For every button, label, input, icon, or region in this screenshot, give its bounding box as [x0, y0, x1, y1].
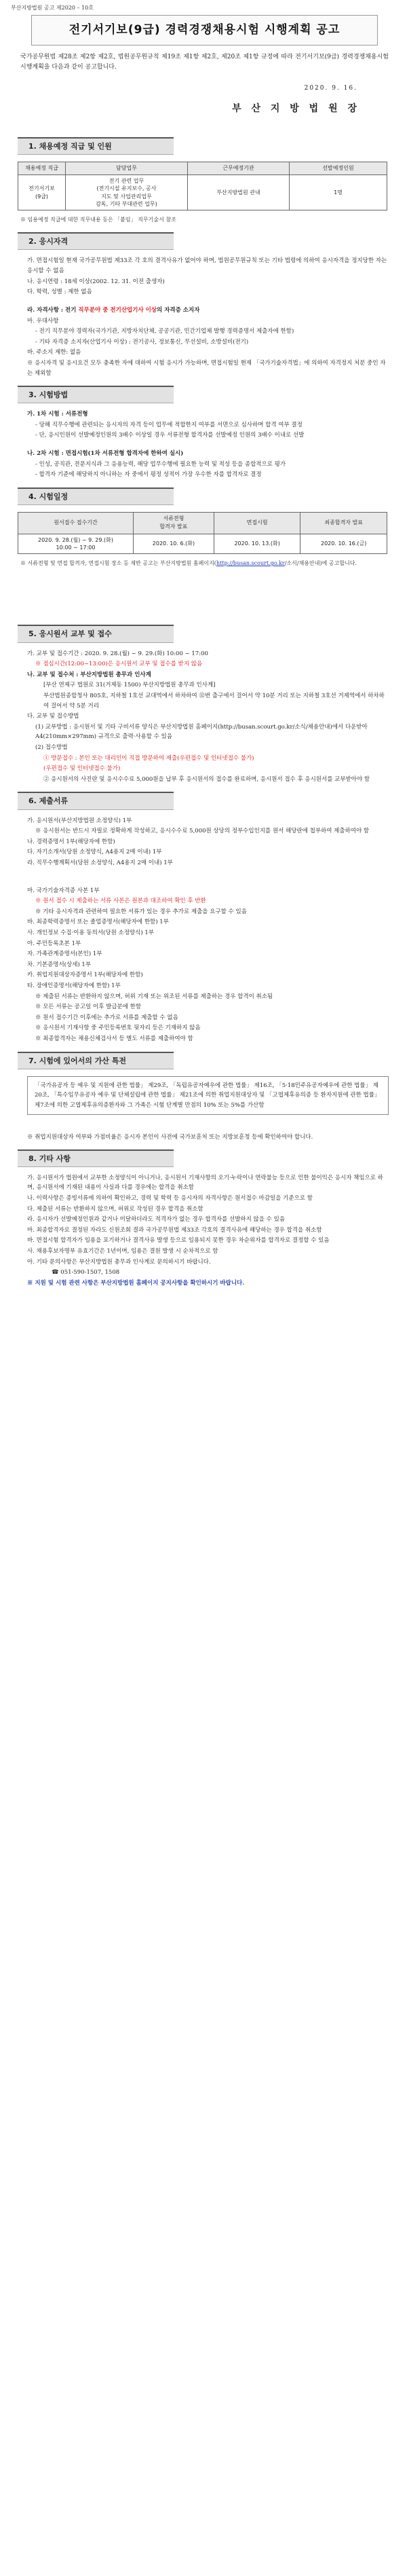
application-directions: 부산법원종합청사 805호, 지하철 1호선 교대역에서 하차하여 ⑫번 출구에서 걸어서 약 10분 거리 또는 지하철 3호선 거제역에서 하차하여 걸어서 약 5분 거리 [43, 692, 385, 710]
document-line: ※ 응시원서 기재사항 중 주민등록번호 뒷자리 등은 기재하지 않음 [35, 1025, 201, 1032]
table-cell: 1명 [290, 175, 387, 210]
section-heading-documents: 6. 제출서류 [18, 792, 174, 809]
lunch-notice: ※ 점심시간(12:00~13:00)은 응시원서 교부 및 접수를 받지 않음 [35, 661, 203, 668]
document-line: 바. 최종학력증명서 또는 졸업증명서(해당자에 한함) 1부 [27, 919, 169, 926]
document-line: 라. 직무수행계획서(당원 소정양식, A4용지 2매 이내) 1부 [27, 859, 173, 866]
recruitment-table [18, 162, 387, 210]
table-header: 원서접수 접수기간 [18, 512, 134, 534]
address-restriction: 바. 주소지 제한: 없음 [27, 349, 81, 356]
application-place: 나. 교부 및 접수처 : 부산지방법원 총무과 인사계 [27, 671, 151, 678]
section-note: ※ 임용예정 직급에 대한 직무내용 등은 「붙임」 직무기술서 참조 [20, 217, 176, 223]
section-heading-eligibility: 2. 응시자격 [18, 232, 174, 250]
section-heading-other: 8. 기타 사항 [18, 1149, 174, 1167]
title-box [31, 15, 378, 45]
other-line: 아. 기타 문의사항은 부산지방법원 총무과 인사계로 문의하시기 바랍니다. [27, 1258, 211, 1266]
license-red: 직무분야 중 전기산업기사 이상 [78, 306, 157, 314]
application-method: (2) 접수방법 [35, 744, 68, 752]
preference-title: 마. 우대사항 [27, 317, 59, 325]
application-method: (1) 교부방법 : 응시원서 및 기타 구비서류 양식은 부산지방법원 홈페이지(http://busan.scourt.go.kr/소식/채용안내)에서 다운받아 A4(210mm×297mm) 규격으로 출력·사용할 수 있음 [35, 723, 368, 741]
document-line: 사. 개인정보 수집·이용 동의서(당원 소정양식) 1부 [27, 929, 154, 936]
application-period: 가. 교부 및 접수기간 : 2020. 9. 28.(월) ~ 9. 29.(화) 10:00 ~ 17:00 [27, 650, 208, 657]
document-line: 나. 경력증명서 1부(해당자에 한함) [27, 838, 115, 845]
other-line: 마. 최종합격자로 결정된 자라도 신원조회 결과 국가공무원법 제33조 각호의 결격사유에 해당하는 경우 합격을 취소함 [27, 1226, 322, 1234]
license-prefix: 라. 자격사항 : 전기 [27, 306, 79, 314]
table-cell: 2020. 9. 28.(월) ~ 9. 29.(화) 10:00 ~ 17:00 [18, 534, 134, 553]
fee-notice: ② 응시원서의 사진란 및 응시수수료 5,000원을 납부 후 응시원서의 접수를 완료하며, 응시원서 접수 후 응시원서를 교부받아야 함 [43, 775, 370, 783]
license-suffix: 의 자격증 소지자 [157, 306, 200, 314]
document-line: ※ 모든 서류는 공고일 이후 발급분에 한함 [35, 1004, 142, 1011]
table-cell: 부산지방법원 관내 [188, 175, 290, 210]
notice-date: 2020. 9. 16. [304, 85, 357, 92]
method-line: - 인성, 공직관, 전문지식과 그 응용능력, 해당 업무수행에 필요한 능력 및 적성 등을 종합적으로 평가 [35, 460, 286, 468]
table-row [18, 175, 387, 210]
method-line: - 당해 직무수행에 관련되는 응시자의 자격 등이 업무에 적합한지 여부를 서면으로 심사하며 합격 여부 결정 [35, 421, 303, 428]
notice-number: 부산지방법원 공고 제2020 – 10호 [11, 5, 94, 11]
document-line: ※ 응시원서는 반드시 자필로 정확하게 작성하고, 응시수수료 5,000원 상당의 정부수입인지를 원서 해당란에 첩부하여 제출하여야 함 [35, 828, 370, 835]
no-mail-notice: (우편접수 및 인터넷접수 불가) [43, 765, 121, 773]
license-requirement [27, 306, 389, 316]
other-line: 나. 이력사항은 증빙서류에 의하여 확인하고, 경력 및 학력 등 응시자의 자격사항은 원서접수 마감일을 기준으로 함 [27, 1194, 313, 1202]
application-address: [부산 연제구 법원로 31(거제동 1500) 부산지방법원 총무과 인사계] [43, 682, 216, 689]
table-header: 선발예정인원 [290, 162, 387, 174]
table-header: 담당업무 [66, 162, 188, 174]
eligibility-line: 다. 학력, 성별 : 제한 없음 [27, 289, 92, 296]
document-line: 가. 응시원서(부산지방법원 소정양식) 1부 [27, 817, 132, 824]
preference-line: - 전기 직무분야 경력자(국가기관, 지방자치단체, 공공기관, 민간기업체 발행 경력증명서 제출자에 한함) [35, 328, 294, 335]
table-cell: 2020. 10. 13.(화) [214, 534, 300, 553]
section-heading-application: 5. 응시원서 교부 및 접수 [18, 625, 174, 642]
signer: 부 산 지 방 법 원 장 [232, 103, 360, 115]
method-line: - 합격자 기준에 해당하지 아니하는 자 중에서 평정 성적이 가장 우수한 자를 합격자로 결정 [35, 471, 262, 479]
other-text [11, 1173, 398, 1289]
method-line: 가. 1차 시험 : 서류전형 [27, 411, 88, 418]
schedule-table [18, 512, 387, 554]
method-text [11, 409, 398, 480]
document-line: ※ 제출된 서류는 반환하지 않으며, 허위 기재 또는 위조된 서류를 제출하는 경우 합격이 취소됨 [35, 993, 273, 1000]
document-line: 카. 취업지원대상자증명서 1부(해당자에 한함) [27, 972, 143, 979]
homepage-link[interactable]: http://busan.scourt.go.kr [216, 560, 285, 567]
eligibility-note: ※ 응시자격 및 응시요건 모두 충족한 자에 대하여 시험 응시가 가능하며, 면접시험일 현재 「국가기술자격법」에 의하여 자격정지 처분 중인 자는 제외함 [27, 359, 386, 377]
document-line: 자. 가족관계증명서(본인) 1부 [27, 951, 102, 958]
method-line: - 단, 응시인원이 선발예정인원의 3배수 이상일 경우 서류전형 합격자를 선발예정 인원의 3배수 이내로 선발 [35, 432, 305, 439]
document-line: ※ 원서 접수 시 제출하는 서류 사본은 원본과 대조하여 확인 후 반환 [35, 898, 206, 905]
other-line: 바. 면접시험 합격자가 임용을 포기하거나 결격사유 발생 등으로 임용되지 못한 경우 차순위자를 합격자로 결정할 수 있음 [27, 1237, 330, 1245]
application-text [11, 649, 398, 785]
document-line: 아. 주민등록초본 1부 [27, 940, 81, 947]
table-cell: 2020. 10. 6.(화) [134, 534, 214, 553]
table-row [18, 534, 387, 553]
document-line: 다. 자기소개서(당원 소정양식, A4용지 2매 이내) 1부 [27, 849, 162, 856]
contact-phone: ☎ 051-590-1507, 1508 [52, 1269, 120, 1276]
other-line: 다. 제출된 서류는 반환하지 않으며, 허위로 작성된 경우 합격을 취소함 [27, 1205, 203, 1213]
document-line: 차. 기본증명서(상세) 1부 [27, 961, 92, 968]
visit-only-notice: ① 방문접수 : 본인 또는 대리인이 직접 방문하여 제출(우편접수 및 인터넷접수 불가) [43, 754, 254, 762]
table-header: 채용예정 직급 [18, 162, 66, 174]
table-header-row [18, 512, 387, 534]
table-header: 근무예정기관 [188, 162, 290, 174]
table-header: 면접시험 [214, 512, 300, 534]
other-line: 가. 응시원서가 법원에서 교부한 소정양식이 아니거나, 응시원서 기재사항의 오기·누락이나 연락불능 등으로 인한 불이익은 응시자 책임으로 하며, 응시원서에 기재된 내용이 사실과 다를 경우에는 합격을 취소함 [27, 1174, 383, 1192]
document-line: 마. 국가기술자격증 사본 1부 [27, 887, 100, 894]
document-line: ※ 최종합격자는 채용신체검사서 등 별도 서류를 제출하여야 함 [35, 1035, 193, 1043]
table-cell: 2020. 10. 16.(금) [300, 534, 387, 553]
table-cell: 전기 관련 업무 (전기시설 유지보수, 공사 지도 및 사업관리업무 감독, 기타 부대관련 업무) [66, 175, 188, 210]
section-heading-method: 3. 시험방법 [18, 386, 174, 403]
section-heading-recruitment: 1. 채용예정 직급 및 인원 [18, 137, 174, 155]
schedule-note-suffix: /소식/채용안내)에 공고합니다. [284, 560, 357, 567]
intro-paragraph: 국가공무원법 제28조 제2항 제2호, 법원공무원규칙 제19조 제1항 제2호, 제20조 제1항 규정에 따라 전기서기보(9급) 경력경쟁채용시험 시행계획을 다음과 같이 공고합니다. [20, 53, 389, 71]
bonus-note: ※ 취업지원대상자 여부와 가점비율은 응시자 본인이 사전에 국가보훈처 또는 지방보훈청 등에 확인하여야 합니다. [27, 1134, 313, 1141]
page-title: 전기서기보(9급) 경력경쟁채용시험 시행계획 공고 [69, 23, 340, 37]
section-heading-schedule: 4. 시험일정 [18, 487, 174, 505]
eligibility-line: 나. 응시연령 : 18세 이상(2002. 12. 31. 이전 출생자) [27, 278, 165, 285]
document-line: ※ 원서 접수기간 이후에는 추가로 서류를 제출할 수 없음 [35, 1014, 178, 1021]
table-header: 최종합격자 발표 [300, 512, 387, 534]
preference-line: - 기타 자격증 소지자(산업기사 이상) : 전기공사, 정보통신, 무선설비, 소방설비(전기) [35, 338, 249, 346]
documents-text [11, 816, 398, 1044]
section-heading-bonus: 7. 시험에 있어서의 가산 특전 [18, 1052, 174, 1069]
schedule-note-prefix: ※ 서류전형 및 면접 합격자, 면접시험 장소 등 제반 공고는 부산지방법원 홈페이지( [20, 560, 216, 567]
document-line: 타. 장애인증명서(해당자에 한함) 1부 [27, 982, 121, 990]
final-note: ※ 지원 및 시험 관련 사항은 부산지방법원 홈페이지 공지사항을 확인하시기 바랍니다. [27, 1279, 245, 1287]
eligibility-line: 가. 면접시험일 현재 국가공무원법 제33조 각 호의 결격사유가 없어야 하며, 법원공무원규칙 또는 기타 법령에 의하여 응시자격을 정지당한 자는 응시할 수 없음 [27, 257, 387, 275]
table-header-row [18, 162, 387, 174]
table-header: 서류전형 합격자 발표 [134, 512, 214, 534]
schedule-note [11, 558, 398, 569]
bonus-box: 「국가유공자 등 예우 및 지원에 관한 법률」 제29조, 「독립유공자예우에 관한 법률」 제16조, 「5·18민주유공자예우에 관한 법률」 제20조, 「특수임무유공자 예우 및 단체설립에 관한 법률」 제21조에 의한 취업지원대상자 및 「고엽제후유의증 등 환자지원에 관한 법률」 제7조에 의한 고엽제후유의증환자와 그 가족은 시험 단계별 만점의 10% 또는 5%를 가산함 [27, 1076, 389, 1115]
other-line: 사. 채용후보자명부 유효기간은 1년이며, 임용은 결원 발생 시 순차적으로 함 [27, 1247, 218, 1255]
application-method-title: 다. 교부 및 접수방법 [27, 713, 79, 720]
method-line: 나. 2차 시험 : 면접시험(1차 서류전형 합격자에 한하여 실시) [27, 450, 184, 458]
eligibility-text [11, 256, 398, 378]
other-line: 라. 응시자가 선발예정인원과 같거나 미달하더라도 적격자가 없는 경우 합격자를 선발하지 않을 수 있음 [27, 1216, 285, 1223]
table-cell: 전기서기보 (9급) [18, 175, 66, 210]
document-line: ※ 기타 응시자격과 관련하여 필요한 서류가 있는 경우 추가로 제출을 요구할 수 있음 [35, 908, 247, 915]
